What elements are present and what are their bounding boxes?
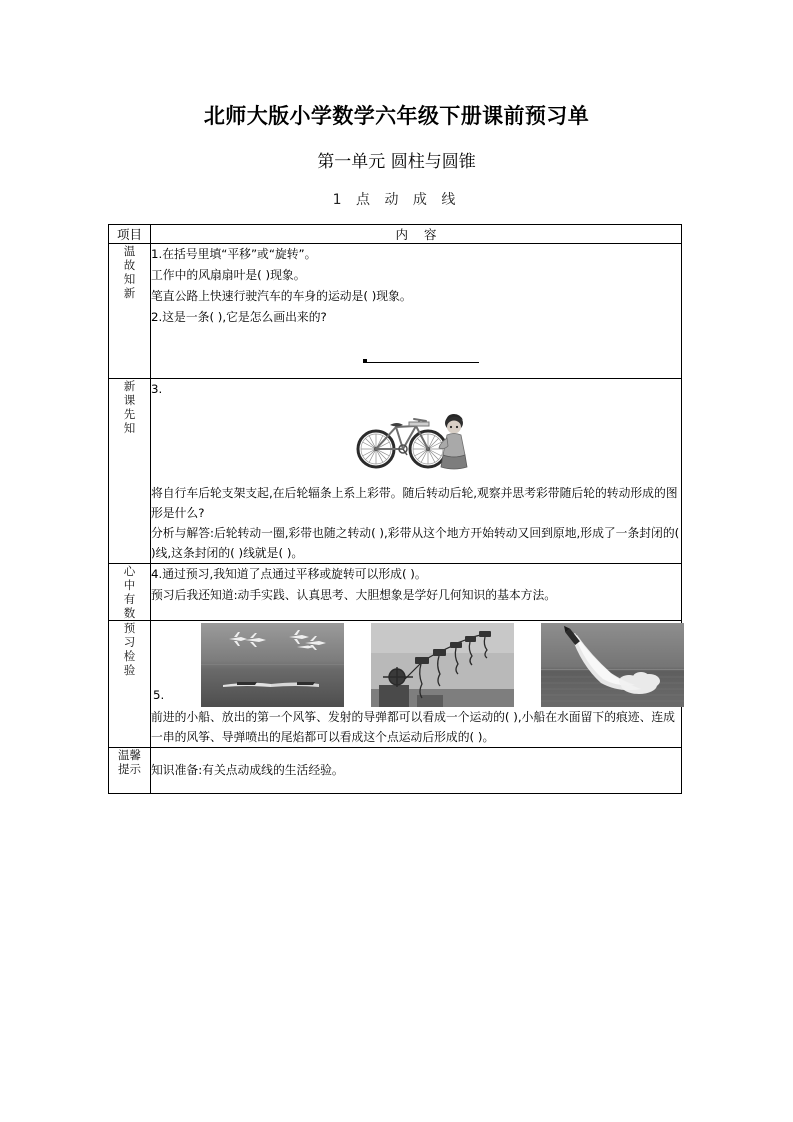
row-content-yuxi-jianyan [151,621,682,748]
row-label-xinzhong-youshu [109,564,151,621]
tip-line: 知识准备:有关点动成线的生活经验。 [151,763,344,777]
label-char: 习 [123,635,136,649]
question-line: 1.在括号里填“平移”或“旋转”。 [151,247,317,261]
table-header-row [109,225,682,244]
string-of-kites-photo [371,623,514,707]
table-row [109,244,682,379]
table-row [109,564,682,621]
row-content-wengu-zhixin [151,244,682,379]
label-char: 新 [123,286,136,300]
lesson-title: 1 点 动 成 线 [332,192,461,208]
question-line: 分析与解答:后轮转动一圈,彩带也随之转动( ),彩带从这个地方开始转动又回到原地,形成了一条封闭的( )线,这条封闭的( )线就是( )。 [151,526,680,560]
label-char: 知 [123,272,136,286]
table-row [109,379,682,564]
label-char: 课 [123,393,136,407]
table-row [109,621,682,748]
label-char: 知 [123,421,136,435]
item-number: 3. [151,382,163,396]
question-line: 4.通过预习,我知道了点通过平移或旋转可以形成( )。 [151,567,427,581]
table-row [109,748,682,794]
header-content-cell: 内 容 [151,225,682,244]
label-char: 先 [123,407,136,421]
question-line: 工作中的风扇扇叶是( )现象。 [151,268,306,282]
label-char: 温 [123,244,136,258]
bicycle-illustration [151,402,681,481]
ray-figure [151,344,681,378]
item-number: 5. [153,688,165,702]
header-label-cell: 项目 [109,225,151,244]
row-label-wenxin-tishi [109,748,151,794]
row-content-xinke-xianzhi [151,379,682,564]
page-subtitle: 第一单元 圆柱与圆锥 [317,152,476,172]
label-char: 验 [123,663,136,677]
label-char: 中 [123,578,136,592]
row-label-wengu-zhixin [109,244,151,379]
row-content-xinzhong-youshu [151,564,682,621]
label-char: 新 [123,379,136,393]
row-label-yuxi-jianyan [109,621,151,748]
question-line: 前进的小船、放出的第一个风筝、发射的导弹都可以看成一个运动的( ),小船在水面留下的痕迹、连成一串的风筝、导弹喷出的尾焰都可以看成这个点运动后形成的( )。 [151,710,675,744]
row-content-wenxin-tishi [151,748,682,794]
label-char: 数 [123,606,136,620]
ray-line [365,362,479,363]
row-label-xinke-xianzhi [109,379,151,564]
label-pair: 温馨 [118,748,141,762]
label-char: 检 [123,649,136,663]
missile-launch-photo [541,623,684,707]
page-title: 北师大版小学数学六年级下册课前预习单 [203,104,590,128]
label-char: 心 [123,564,136,578]
photo-strip [151,623,681,707]
question-line: 预习后我还知道:动手实践、认真思考、大胆想象是学好几何知识的基本方法。 [151,588,557,602]
jets-over-ocean-photo [201,623,344,707]
question-line: 笔直公路上快速行驶汽车的车身的运动是( )现象。 [151,289,412,303]
label-char: 预 [123,621,136,635]
question-line: 2.这是一条( ),它是怎么画出来的? [151,310,327,324]
preview-sheet-table [108,224,682,794]
bicycle-with-boy-icon [346,402,486,474]
label-pair: 提示 [118,762,141,776]
label-char: 故 [123,258,136,272]
question-line: 将自行车后轮支架支起,在后轮辐条上系上彩带。随后转动后轮,观察并思考彩带随后轮的转动形成的图形是什么? [151,486,678,520]
ray-endpoint-dot-icon [363,359,367,363]
label-char: 有 [123,592,136,606]
